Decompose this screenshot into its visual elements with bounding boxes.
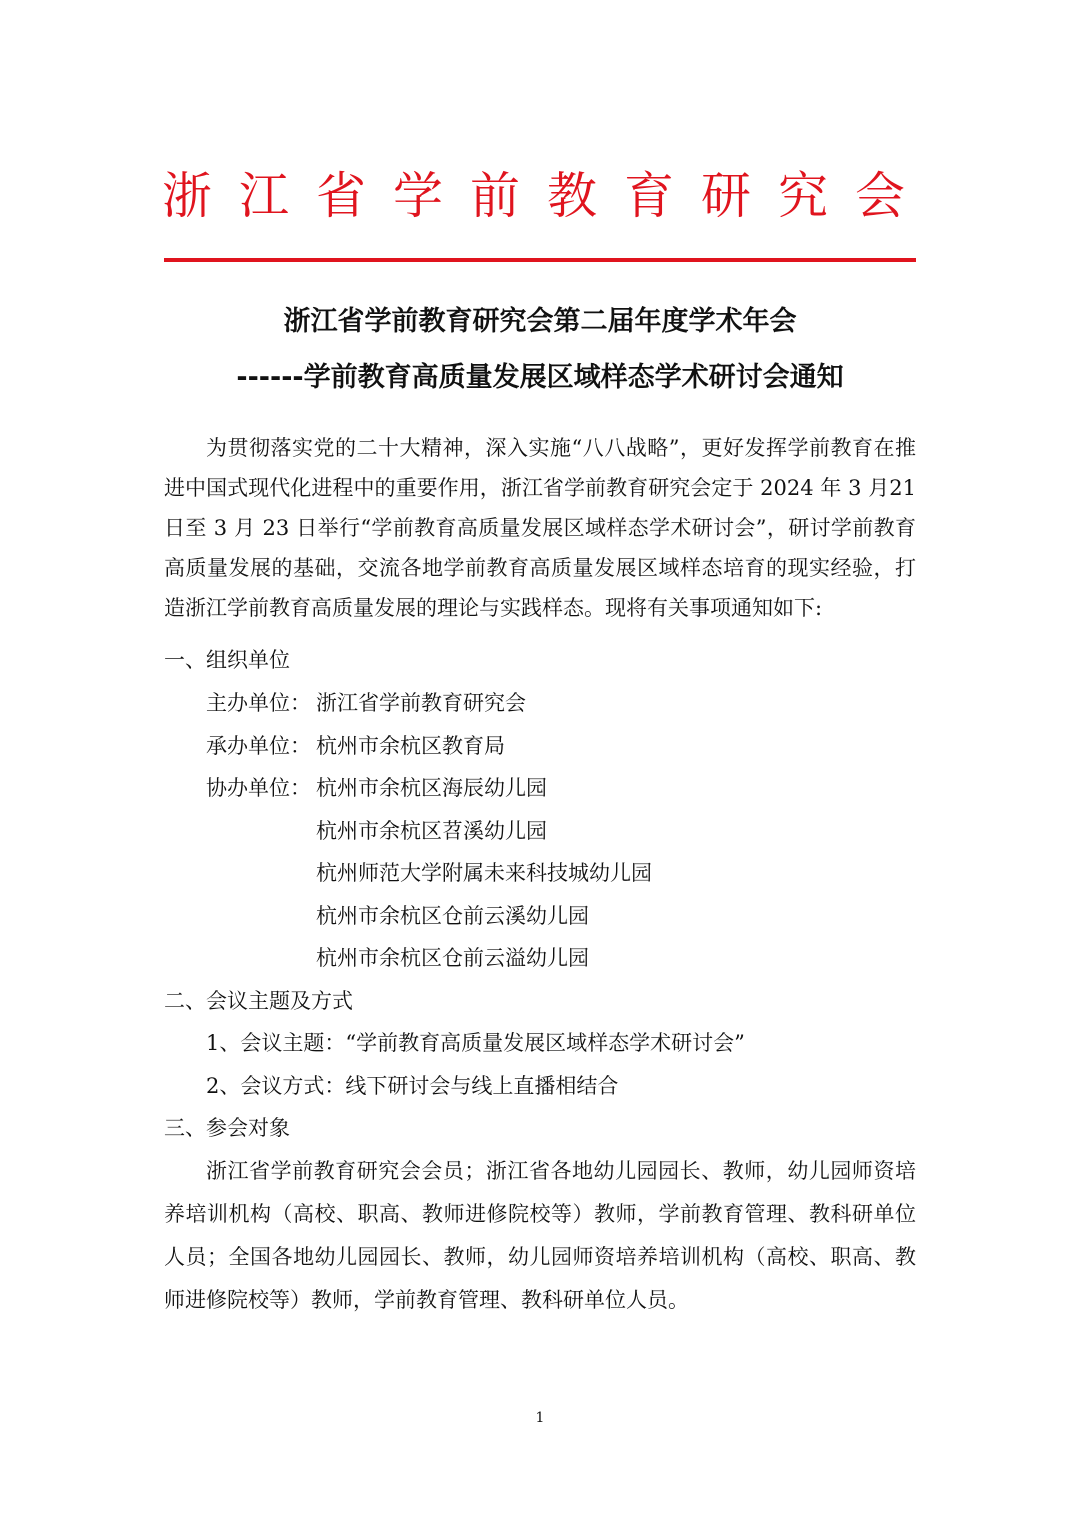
intro-paragraph: 为贯彻落实党的二十大精神，深入实施“八八战略”，更好发挥学前教育在推进中国式现代化进程中的重要作用，浙江省学前教育研究会定于 2024 年 3 月21 日至 3 月 23 日举行“学前教育高质量发展区域样态学术研讨会”，研讨学前教育高质量发展的基础，交流各地学前教育高质量发展区域样态培育的现实经验，打造浙江学前教育高质量发展的理论与实践样态。现将有关事项通知如下:: [164, 436, 916, 620]
format-item: 2、会议方式：线下研讨会与线上直播相结合: [206, 1074, 619, 1098]
organizer-label: 承办单位：: [206, 734, 311, 758]
section-heading-theme: 二、会议主题及方式: [164, 989, 353, 1013]
co-organizer-item: 杭州市余杭区仓前云溪幼儿园: [316, 904, 589, 928]
attendees-paragraph: 浙江省学前教育研究会会员；浙江省各地幼儿园园长、教师，幼儿园师资培养培训机构（高校、职高、教师进修院校等）教师，学前教育管理、教科研单位人员；全国各地幼儿园园长、教师，幼儿园师资培养培训机构（高校、职高、教师进修院校等）教师，学前教育管理、教科研单位人员。: [164, 1159, 916, 1312]
section-heading-attendees: 三、参会对象: [164, 1116, 290, 1140]
document-subtitle: ------学前教育高质量发展区域样态学术研讨会通知: [236, 362, 844, 393]
intro-section: [164, 428, 916, 628]
header-divider: [164, 258, 916, 262]
organization-header: 浙江省学前教育研究会: [162, 167, 932, 225]
page-number: 1: [535, 1410, 545, 1426]
theme-item: 1、会议主题：“学前教育高质量发展区域样态学术研讨会”: [206, 1031, 745, 1055]
host-label: 主办单位：: [206, 691, 311, 715]
co-organizer-item: 杭州师范大学附属未来科技城幼儿园: [316, 861, 652, 885]
organizer-value: 杭州市余杭区教育局: [316, 734, 505, 758]
document-title: 浙江省学前教育研究会第二届年度学术年会: [283, 306, 797, 337]
section-heading-organizers: 一、组织单位: [164, 648, 290, 672]
co-organizer-label: 协办单位：: [206, 776, 311, 800]
co-organizer-item: 杭州市余杭区仓前云溢幼儿园: [316, 946, 589, 970]
host-value: 浙江省学前教育研究会: [316, 691, 526, 715]
co-organizer-item: 杭州市余杭区海辰幼儿园: [316, 776, 547, 800]
co-organizer-item: 杭州市余杭区苕溪幼儿园: [316, 819, 547, 843]
